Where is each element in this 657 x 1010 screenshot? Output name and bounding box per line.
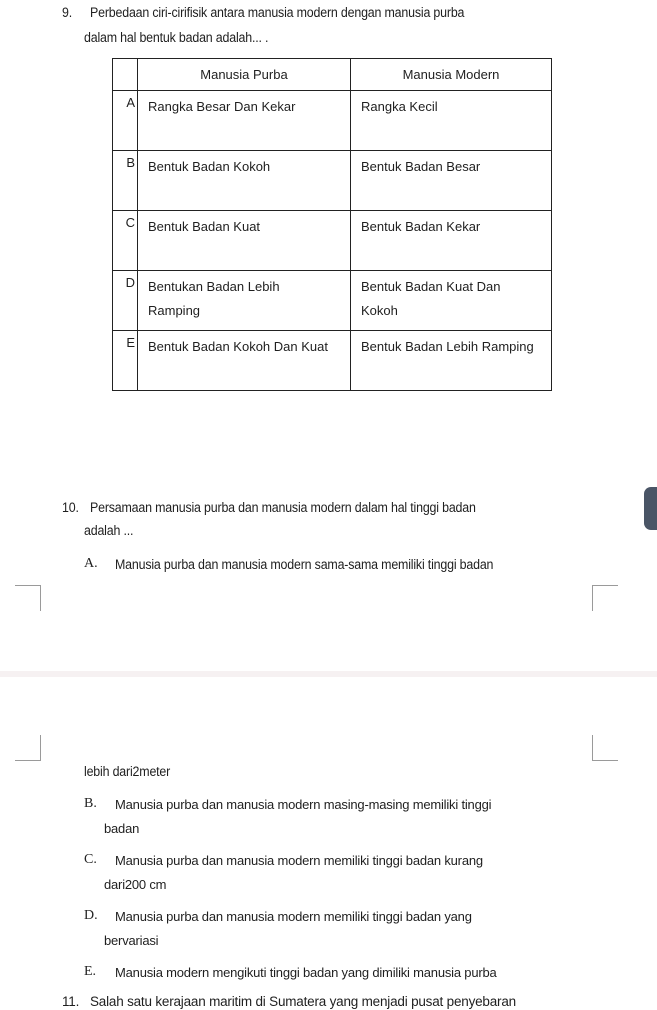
- row-letter: C: [113, 211, 138, 271]
- table-header-row: [113, 59, 552, 91]
- row-purba: [138, 91, 351, 151]
- cell-text: Bentuk Badan Kokoh: [148, 159, 271, 174]
- question-9-line1: Perbedaan ciri-cirifisik antara manusia modern dengan manusia purba: [90, 5, 465, 20]
- option-b-line1: Manusia purba dan manusia modern masing-masing memiliki tinggi: [115, 797, 492, 812]
- cell-text: Bentuk Badan Lebih Ramping: [361, 339, 534, 354]
- option-e-letter: E.: [84, 964, 97, 979]
- question-10-line1: Persamaan manusia purba dan manusia modern dalam hal tinggi badan: [90, 500, 476, 515]
- table-row: [113, 151, 552, 211]
- cell-text: Bentuk Badan Kekar: [361, 219, 481, 234]
- row-modern: [351, 331, 552, 391]
- option-b-letter: B.: [84, 796, 97, 811]
- table-header-purba: Manusia Purba: [138, 59, 351, 91]
- row-modern: [351, 151, 552, 211]
- option-d-letter: D.: [84, 908, 98, 923]
- question-11-line1: Salah satu kerajaan maritim di Sumatera yang menjadi pusat penyebaran: [90, 994, 516, 1009]
- option-a-letter: A.: [84, 556, 98, 571]
- page-corner-mark: [592, 585, 618, 611]
- row-modern: [351, 211, 552, 271]
- question-10-line2: adalah ...: [84, 523, 134, 538]
- cell-text: Kokoh: [361, 303, 398, 318]
- option-b-line2: badan: [104, 821, 140, 836]
- row-letter: D: [113, 271, 138, 331]
- question-9-number: 9.: [62, 5, 72, 20]
- row-letter: A: [113, 91, 138, 151]
- cell-text: Ramping: [148, 303, 201, 318]
- cell-text: Bentukan Badan Lebih: [148, 279, 280, 294]
- question-10-number: 10.: [62, 500, 79, 515]
- cell-text: Bentuk Badan Kokoh Dan Kuat: [148, 339, 328, 354]
- row-letter: E: [113, 331, 138, 391]
- question-9-line2: dalam hal bentuk badan adalah... .: [84, 30, 269, 45]
- table-row: [113, 91, 552, 151]
- comparison-table: [112, 58, 552, 391]
- option-d-line2: bervariasi: [104, 933, 159, 948]
- cell-text: Bentuk Badan Kuat: [148, 219, 261, 234]
- option-c-letter: C.: [84, 852, 97, 867]
- row-purba: [138, 331, 351, 391]
- option-c-line1: Manusia purba dan manusia modern memiliki tinggi badan kurang: [115, 853, 483, 868]
- page-break: [0, 671, 657, 677]
- option-a-line2: lebih dari2meter: [84, 764, 171, 779]
- row-letter: B: [113, 151, 138, 211]
- row-purba: [138, 271, 351, 331]
- cell-text: Rangka Kecil: [361, 99, 438, 114]
- table-row: [113, 271, 552, 331]
- table-header-letter: [113, 59, 138, 91]
- page-corner-mark: [15, 735, 41, 761]
- page-corner-mark: [592, 735, 618, 761]
- row-modern: [351, 91, 552, 151]
- row-purba: [138, 211, 351, 271]
- option-a-line1: Manusia purba dan manusia modern sama-sama memiliki tinggi badan: [115, 557, 494, 572]
- row-purba: [138, 151, 351, 211]
- page-corner-mark: [15, 585, 41, 611]
- option-c-line2: dari200 cm: [104, 877, 167, 892]
- table-header-modern: Manusia Modern: [351, 59, 552, 91]
- table-row: [113, 331, 552, 391]
- cell-text: Rangka Besar Dan Kekar: [148, 99, 296, 114]
- table-row: [113, 211, 552, 271]
- cell-text: Bentuk Badan Kuat Dan: [361, 279, 501, 294]
- question-11-number: 11.: [62, 994, 80, 1009]
- option-e-line1: Manusia modern mengikuti tinggi badan yang dimiliki manusia purba: [115, 965, 497, 980]
- option-d-line1: Manusia purba dan manusia modern memiliki tinggi badan yang: [115, 909, 472, 924]
- cell-text: Bentuk Badan Besar: [361, 159, 481, 174]
- side-panel-tab-icon[interactable]: [644, 487, 657, 530]
- row-modern: [351, 271, 552, 331]
